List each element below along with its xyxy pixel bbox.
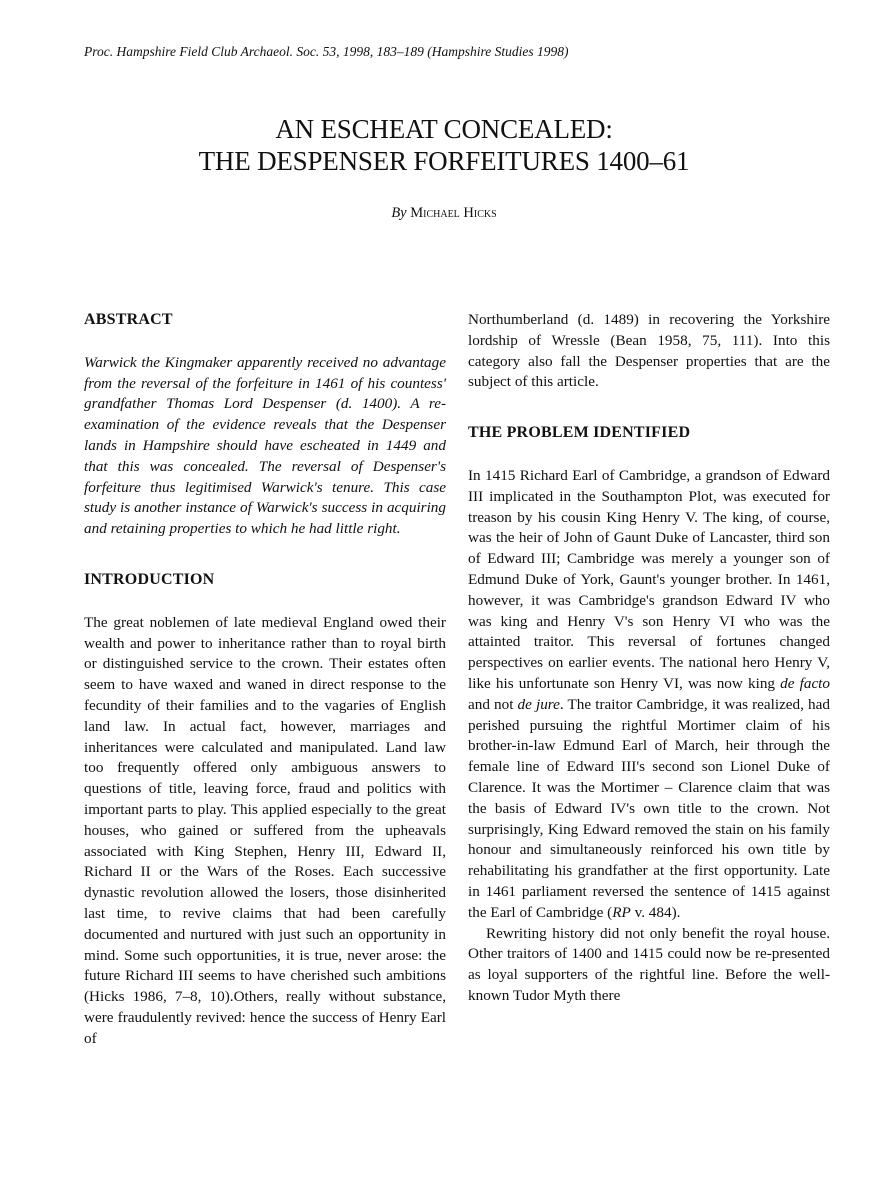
title-line-1: AN ESCHEAT CONCEALED: — [275, 114, 613, 144]
para1-part-a: In 1415 Richard Earl of Cambridge, a grandson of Edward III implicated in the Southampton Plot, was executed for treason by his cousin King Henry V. The king, of course, was the heir of John of Gaunt Duke of Lancaster, third son of Edward III; Cambridge was merely a younger son of Edmund Duke of York, Gaunt's younger brother. In 1461, however, it was Cambridge's grandson Edward IV who was king and Henry V's son Henry VI who was the attainted traitor. This reversal of fortunes changed perspectives on earlier events. The national hero Henry V, like his unfortunate son Henry VI, was now king — [468, 466, 830, 692]
byline-prefix: By — [391, 205, 407, 221]
article-title — [0, 113, 888, 177]
left-column — [84, 310, 446, 1050]
introduction-heading: INTRODUCTION — [84, 570, 215, 588]
rp-citation: RP — [612, 903, 631, 921]
abstract-text: Warwick the Kingmaker apparently received no advantage from the reversal of the forfeiture in 1461 of his countess' grandfather Thomas Lord Despenser (d. 1400). A re-examination of the evidence reveals that the Despenser lands in Hampshire should have escheated in 1449 and that this was concealed. The reversal of Despenser's forfeiture thus legitimised Warwick's tenure. This case study is another instance of Warwick's success in acquiring and retaining properties to which he had little right. — [84, 353, 446, 538]
byline — [0, 205, 888, 222]
introduction-continuation: Northumberland (d. 1489) in recovering the Yorkshire lordship of Wressle (Bean 1958, 75, 111). Into this category also fall the Despenser properties that are the subject of this article. — [468, 311, 830, 391]
para1-part-d: v. 484). — [630, 903, 681, 921]
author-name: Michael Hicks — [410, 205, 497, 221]
title-line-2: THE DESPENSER FORFEITURES 1400–61 — [198, 146, 690, 176]
introduction-paragraph: The great noblemen of late medieval England owed their wealth and power to inheritance rather than to royal birth or distinguished service to the crown. Their estates often seem to have waxed and waned in direct response to the fecundity of their families and to the vagaries of English land law. In actual fact, however, marriages and inheritances were calculated and manipulated. Land law too frequently offered only ambiguous answers to questions of title, leaving force, fraud and politics with important parts to play. This applied especially to the great houses, who gained or suffered from the upheavals associated with King Stephen, Henry III, Edward II, Richard II or the Wars of the Roses. Each successive dynastic revolution allowed the losers, those disinherited last time, to revive claims that had been carefully documented and nurtured with just such an opportunity in mind. Some such opportunities, it is true, never arose: the future Richard III seems to have cherished such ambitions (Hicks 1986, 7–8, 10).Others, really without substance, were fraudulently revived: hence the success of Henry Earl of — [84, 613, 446, 1047]
problem-heading: THE PROBLEM IDENTIFIED — [468, 424, 691, 442]
abstract-heading: ABSTRACT — [84, 311, 173, 328]
para1-part-b: and not — [468, 695, 518, 713]
problem-paragraph-2: Rewriting history did not only benefit the royal house. Other traitors of 1400 and 1415 could now be re-presented as loyal supporters of the rightful line. Before the well-known Tudor Myth there — [468, 924, 830, 1004]
right-column — [468, 310, 830, 1007]
para1-part-c: . The traitor Cambridge, it was realized, had perished pursuing the rightful Mortimer claim of his brother-in-law Edmund Earl of March, heir through the female line of Edward III's second son Lionel Duke of Clarence. It was the Mortimer – Clarence claim that was the basis of Edward IV's own title to the crown. Not surprisingly, King Edward removed the stain on his family honour and simultaneously reinforced his own title by rehabilitating his grandfather at the first opportunity. Late in 1461 parliament reversed the sentence of 1415 against the Earl of Cambridge ( — [468, 695, 830, 921]
journal-citation: Proc. Hampshire Field Club Archaeol. Soc. 53, 1998, 183–189 (Hampshire Studies 1998) — [84, 44, 569, 59]
problem-paragraph-1 — [468, 466, 830, 924]
de-facto-term: de facto — [780, 674, 830, 692]
de-jure-term: de jure — [517, 695, 560, 713]
